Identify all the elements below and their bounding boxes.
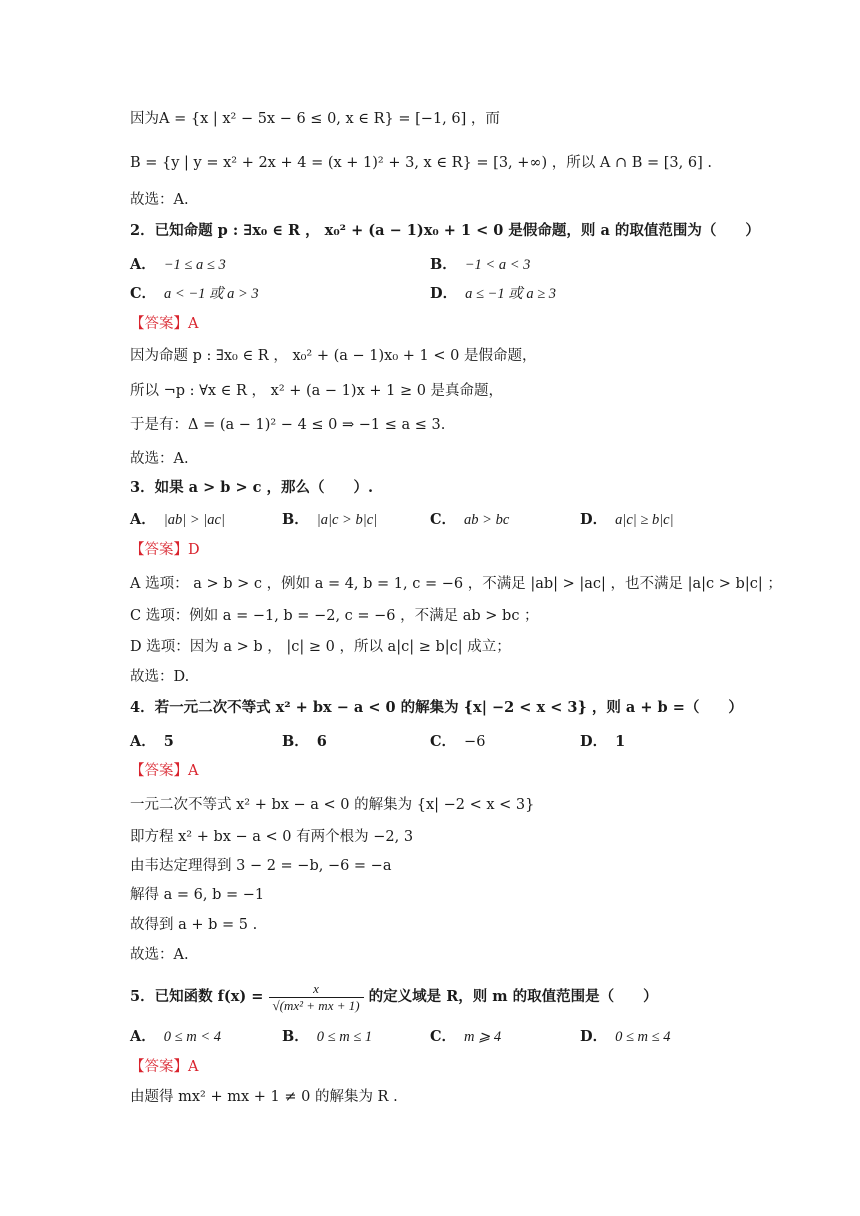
answer-label: 【答案】D (130, 542, 200, 558)
option-a (130, 1027, 221, 1047)
option-text: −1 < a < 3 (464, 257, 531, 273)
option-b (430, 255, 530, 275)
option-c (430, 510, 509, 530)
solution-line: 故选：A. (130, 192, 189, 208)
option-label: D． (430, 285, 458, 302)
fraction-numerator: x (313, 980, 319, 996)
option-a (130, 510, 225, 530)
option-label: A． (130, 1028, 156, 1045)
option-text: a < −1 或 a > 3 (164, 286, 259, 302)
solution-line: 故得到 a + b = 5 . (130, 917, 258, 933)
answer-label: 【答案】A (130, 763, 199, 779)
option-b (282, 1027, 372, 1047)
solution-line: A 选项： a > b > c ，例如 a = 4, b = 1, c = −6 ，不满足 |ab| > |ac| ，也不满足 |a|c > b|c| ； (130, 576, 782, 592)
option-a (130, 255, 226, 275)
option-d (580, 1027, 670, 1047)
option-text: a ≤ −1 或 a ≥ 3 (465, 286, 557, 302)
solution-line: 因为A = {x | x² − 5x − 6 ≤ 0, x ∈ R} = [−1, 6] ，而 (130, 111, 500, 127)
option-text: |ab| > |ac| (163, 512, 225, 528)
option-text: 5 (163, 733, 174, 750)
option-label: D． (580, 1028, 608, 1045)
stem-suffix: 的定义域是 R，则 m 的取值范围是（ ） (368, 988, 658, 1005)
question-stem: 2．已知命题 p : ∃x₀ ∈ R ， x₀² + (a − 1)x₀ + 1 < 0 是假命题，则 a 的取值范围为（ ） (130, 222, 760, 239)
option-label: B． (282, 511, 309, 528)
option-text: −6 (464, 734, 486, 750)
option-d (580, 510, 674, 530)
option-b (282, 510, 377, 530)
solution-line: 即方程 x² + bx − a < 0 有两个根为 −2, 3 (130, 829, 414, 845)
solution-line: C 选项：例如 a = −1, b = −2, c = −6 ，不满足 ab > bc ； (130, 608, 539, 624)
solution-line: B = {y | y = x² + 2x + 4 = (x + 1)² + 3, x ∈ R} = [3, +∞) ，所以 A ∩ B = [3, 6] . (130, 155, 712, 171)
answer-label: 【答案】A (130, 316, 199, 332)
stem-prefix: 5．已知函数 f(x) = (130, 988, 264, 1005)
question-stem: 3．如果 a > b > c ，那么（ ）. (130, 479, 374, 496)
option-label: B． (282, 733, 309, 750)
solution-line: D 选项：因为 a > b ， |c| ≥ 0 ，所以 a|c| ≥ b|c| 成立； (130, 639, 511, 655)
option-label: A． (130, 256, 156, 273)
solution-line: 一元二次不等式 x² + bx − a < 0 的解集为 {x| −2 < x < 3} (130, 797, 535, 813)
fraction-denominator: √(mx² + mx + 1) (269, 997, 364, 1014)
solution-line: 解得 a = 6, b = −1 (130, 887, 265, 903)
solution-line: 由韦达定理得到 3 − 2 = −b, −6 = −a (130, 858, 392, 874)
option-b (282, 732, 327, 752)
fraction (269, 981, 364, 1014)
option-text: a|c| ≥ b|c| (615, 512, 674, 528)
option-d (580, 732, 625, 752)
solution-line: 由题得 mx² + mx + 1 ≠ 0 的解集为 R . (130, 1089, 398, 1105)
question-stem (130, 978, 658, 1016)
option-label: C． (430, 1028, 457, 1045)
option-text: 6 (316, 733, 327, 750)
option-text: |a|c > b|c| (316, 512, 378, 528)
option-a (130, 732, 174, 752)
question-stem: 4．若一元二次不等式 x² + bx − a < 0 的解集为 {x| −2 < x < 3} ，则 a + b =（ ） (130, 699, 743, 716)
option-d (430, 284, 556, 304)
solution-line: 故选：D. (130, 669, 190, 685)
option-text: 1 (615, 733, 626, 750)
option-label: C． (430, 733, 457, 750)
option-text: m ⩾ 4 (464, 1029, 502, 1045)
solution-line: 因为命题 p : ∃x₀ ∈ R ， x₀² + (a − 1)x₀ + 1 < 0 是假命题， (130, 348, 537, 364)
option-label: C． (430, 511, 457, 528)
option-label: D． (580, 733, 608, 750)
option-label: B． (430, 256, 457, 273)
solution-line: 于是有：Δ = (a − 1)² − 4 ≤ 0 ⇒ −1 ≤ a ≤ 3. (130, 417, 446, 433)
option-c (430, 1027, 501, 1047)
option-text: ab > bc (464, 512, 510, 528)
solution-line: 所以 ¬p : ∀x ∈ R ， x² + (a − 1)x + 1 ≥ 0 是真命题， (130, 383, 504, 399)
option-text: 0 ≤ m ≤ 4 (615, 1029, 671, 1045)
option-c (430, 732, 485, 752)
option-label: C． (130, 285, 157, 302)
option-c (130, 284, 259, 304)
answer-label: 【答案】A (130, 1059, 199, 1075)
option-text: −1 ≤ a ≤ 3 (163, 257, 226, 273)
option-text: 0 ≤ m < 4 (163, 1029, 221, 1045)
option-label: A． (130, 733, 156, 750)
option-label: A． (130, 511, 156, 528)
solution-line: 故选：A. (130, 451, 189, 467)
option-label: D． (580, 511, 608, 528)
option-text: 0 ≤ m ≤ 1 (316, 1029, 373, 1045)
solution-line: 故选：A. (130, 947, 189, 963)
option-label: B． (282, 1028, 309, 1045)
